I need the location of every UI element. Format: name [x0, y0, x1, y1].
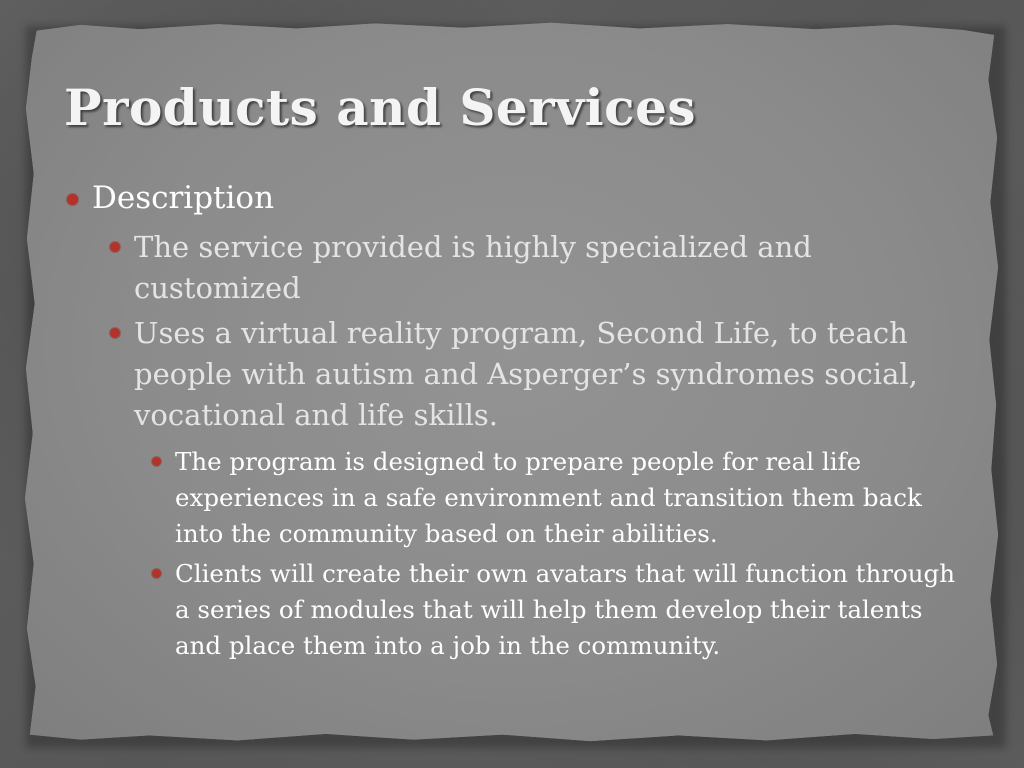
bullet-list-level-3 — [146, 444, 962, 664]
slide-title: Products and Services — [64, 78, 697, 137]
bullet-dot-icon — [152, 569, 161, 578]
bullet-program-designed — [146, 444, 962, 552]
bullet-dot-icon — [67, 194, 78, 205]
bullet-text: Description — [92, 180, 275, 216]
bullet-text: Uses a virtual reality program, Second Life, to teach people with autism and Asperger’s syndromes social, vocational and life skills. — [134, 316, 918, 432]
bullet-dot-icon — [110, 242, 120, 252]
bullet-clients-avatars — [146, 556, 962, 664]
bullet-service-specialized — [104, 227, 962, 309]
slide-body — [62, 178, 962, 668]
bullet-dot-icon — [152, 457, 161, 466]
bullet-text: The program is designed to prepare people for real life experiences in a safe environment and transition them back into the community based on their abilities. — [175, 447, 922, 548]
bullet-text: The service provided is highly specialized and customized — [134, 230, 812, 305]
bullet-dot-icon — [110, 328, 120, 338]
bullet-description — [62, 178, 962, 664]
bullet-text: Clients will create their own avatars that will function through a series of modules that will help them develop their talents and place them into a job in the community. — [175, 559, 955, 660]
bullet-list-level-2 — [104, 227, 962, 664]
bullet-virtual-reality — [104, 313, 962, 664]
bullet-list-level-1 — [62, 178, 962, 664]
